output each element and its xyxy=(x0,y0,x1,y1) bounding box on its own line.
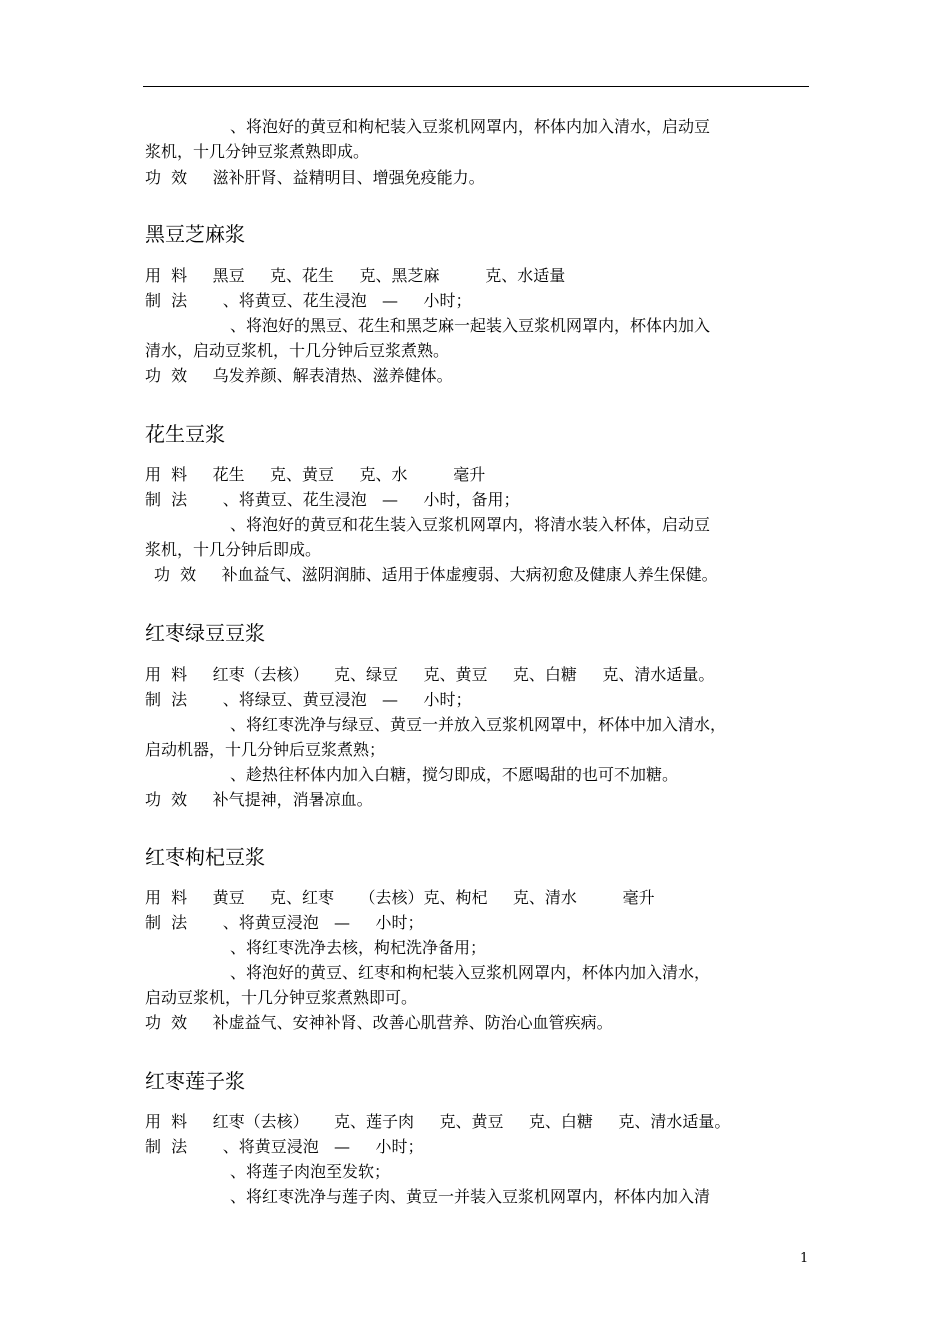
recipe-ingredients: 用 料 黄豆 克、红枣 （去核）克、枸杞 克、清水 毫升 xyxy=(145,888,655,907)
intro-step-line: 、将泡好的黄豆和枸杞装入豆浆机网罩内，杯体内加入清水，启动豆 xyxy=(230,117,711,136)
recipe-step: 、将红枣洗净去核，枸杞洗净备用； xyxy=(230,938,487,957)
recipe-method: 制 法 、将黄豆、花生浸泡 — 小时，备用； xyxy=(145,490,520,509)
recipe-ingredients: 用 料 花生 克、黄豆 克、水 毫升 xyxy=(145,465,486,484)
page-number: 1 xyxy=(800,1251,809,1266)
recipe-method: 制 法 、将黄豆浸泡 — 小时； xyxy=(145,1137,424,1156)
recipe-effect: 功 效 乌发养颜、解表清热、滋养健体。 xyxy=(145,366,453,385)
recipe-method: 制 法 、将黄豆、花生浸泡 — 小时； xyxy=(145,291,472,310)
recipe-step: 、将泡好的黄豆和花生装入豆浆机网罩内，将清水装入杯体，启动豆 xyxy=(230,515,711,534)
recipe-step: 、将泡好的黑豆、花生和黑芝麻一起装入豆浆机网罩内，杯体内加入 xyxy=(230,316,711,335)
recipe-title: 红枣绿豆豆浆 xyxy=(145,621,265,645)
recipe-step: 启动机器，十几分钟后豆浆煮熟； xyxy=(145,740,386,759)
recipe-title: 花生豆浆 xyxy=(145,422,225,446)
recipe-title: 红枣枸杞豆浆 xyxy=(145,845,265,869)
recipe-step: 启动豆浆机，十几分钟豆浆煮熟即可。 xyxy=(145,988,418,1007)
header-rule xyxy=(143,86,809,87)
recipe-ingredients: 用 料 黑豆 克、花生 克、黑芝麻 克、水适量 xyxy=(145,266,566,285)
recipe-effect: 功 效 补血益气、滋阴润肺、适用于体虚瘦弱、大病初愈及健康人养生保健。 xyxy=(154,565,718,584)
recipe-method: 制 法 、将绿豆、黄豆浸泡 — 小时； xyxy=(145,690,472,709)
recipe-ingredients: 用 料 红枣（去核） 克、莲子肉 克、黄豆 克、白糖 克、清水适量。 xyxy=(145,1112,731,1131)
recipe-step: 、将红枣洗净与绿豆、黄豆一并放入豆浆机网罩中，杯体中加入清水， xyxy=(230,715,727,734)
recipe-title: 黑豆芝麻浆 xyxy=(145,222,245,246)
intro-step-line: 浆机，十几分钟豆浆煮熟即成。 xyxy=(145,142,370,161)
recipe-step: 、将莲子肉泡至发软； xyxy=(230,1162,391,1181)
recipe-method: 制 法 、将黄豆浸泡 — 小时； xyxy=(145,913,424,932)
recipe-step: 、将泡好的黄豆、红枣和枸杞装入豆浆机网罩内，杯体内加入清水， xyxy=(230,963,711,982)
recipe-title: 红枣莲子浆 xyxy=(145,1069,245,1093)
recipe-step: 、趁热往杯体内加入白糖，搅匀即成，不愿喝甜的也可不加糖。 xyxy=(230,765,679,784)
recipe-step: 浆机，十几分钟后即成。 xyxy=(145,540,322,559)
recipe-effect: 功 效 补虚益气、安神补肾、改善心肌营养、防治心血管疾病。 xyxy=(145,1013,613,1032)
recipe-ingredients: 用 料 红枣（去核） 克、绿豆 克、黄豆 克、白糖 克、清水适量。 xyxy=(145,665,715,684)
recipe-step: 、将红枣洗净与莲子肉、黄豆一并装入豆浆机网罩内，杯体内加入清 xyxy=(230,1187,711,1206)
recipe-effect: 功 效 补气提神，消暑凉血。 xyxy=(145,790,373,809)
recipe-step: 清水，启动豆浆机，十几分钟后豆浆煮熟。 xyxy=(145,341,450,360)
intro-effect-line: 功 效 滋补肝肾、益精明目、增强免疫能力。 xyxy=(145,168,485,187)
